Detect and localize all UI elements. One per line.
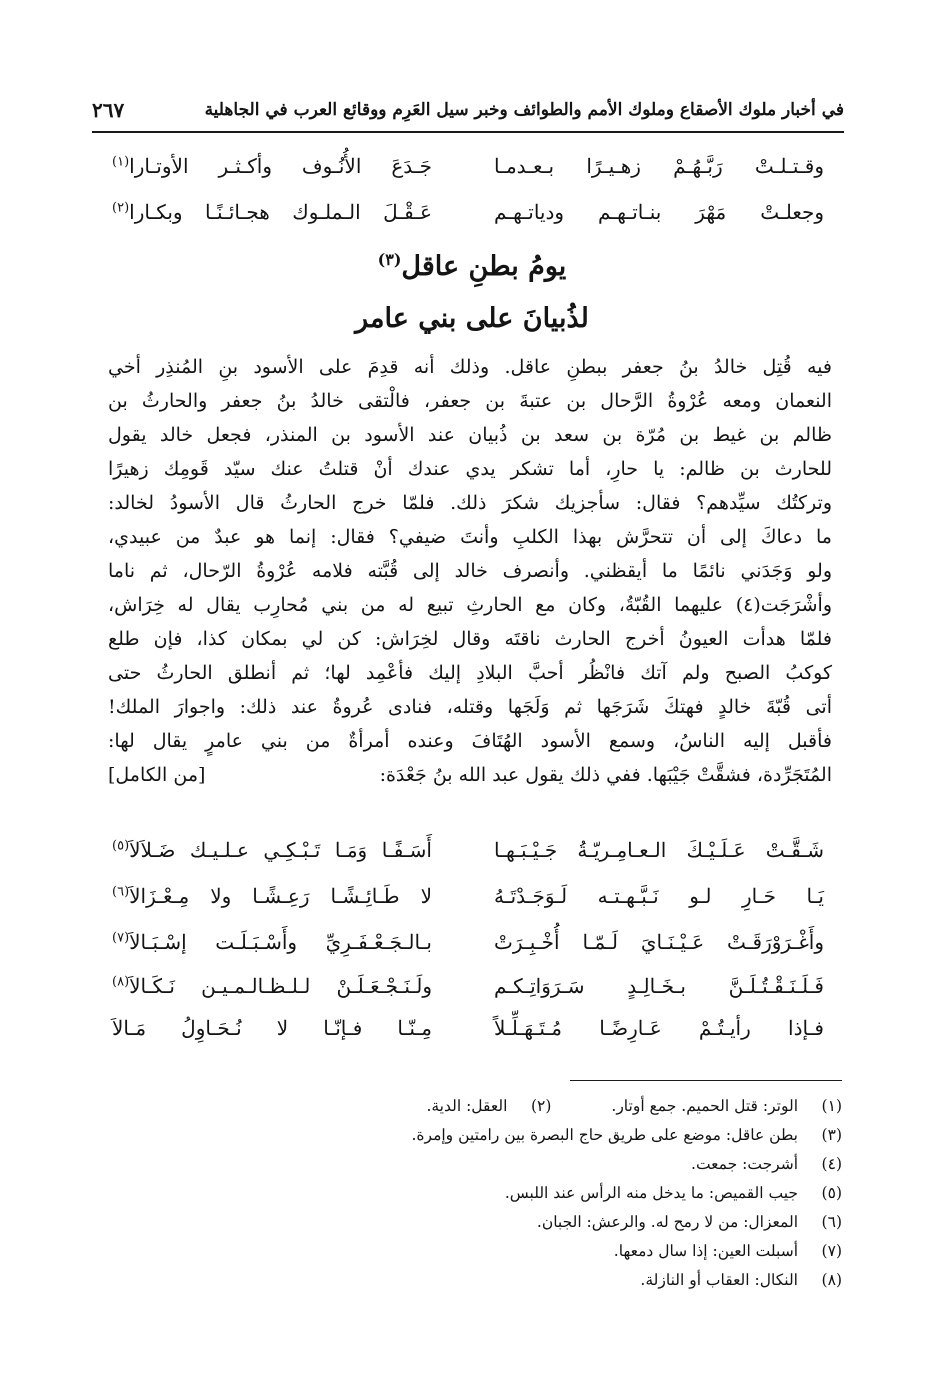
- verse-first-hemistich: وجعلـتْ مَهْرَ بنـاتـهـم ودياتـهـم: [494, 200, 824, 224]
- verse-second-hemistich: [112, 966, 432, 1006]
- verse-second-hemistich: [112, 192, 432, 232]
- footnote-text: النكال: العقاب أو النازلة.: [640, 1271, 798, 1289]
- prose-line: وأشْرَجَت(٤) عليهما القُبّةُ، وكان مع الحارثِ تبيع له من بني مُحارِب يقال له خِرَاش،: [108, 594, 833, 616]
- footnote-marker: (٥): [112, 838, 130, 854]
- verse-second-hemistich: [112, 830, 432, 870]
- footnote-row: [614, 1237, 842, 1266]
- verse-line: [112, 830, 824, 870]
- footnote-marker: (٢): [112, 200, 130, 216]
- footnote-marker: (٣): [377, 250, 402, 269]
- verse-second-hemistich: [112, 876, 432, 916]
- prose-line: ما دعاكَ إلى أن تتحرَّش بهذا الكلبِ وأنتَ ضيفي؟ فقال: إنما هو عبدٌ من عبيدي،: [108, 526, 832, 548]
- footnote-row: [640, 1266, 842, 1295]
- verse-second-text: بـالـجَـعْـفَـرِيِّ وأَسْـبَـلَـت إسْـبَـالاَ: [129, 930, 432, 954]
- footnote-row: [411, 1121, 842, 1150]
- verse-second-hemistich: [112, 1008, 432, 1048]
- footnote-text: جيب القميص: ما يدخل منه الرأس عند اللبس.: [504, 1184, 798, 1202]
- verse-line: [112, 876, 824, 916]
- verse-second-text: جَـدَعَ الأُنُـوف وأكـثـر الأوتـارا: [129, 154, 432, 178]
- footnote-marker: (٨): [112, 974, 130, 990]
- section-title-text: يومُ بطنِ عاقل: [401, 251, 567, 282]
- running-header: [92, 92, 844, 128]
- verse-line: [112, 192, 824, 232]
- footnote-marker: (٦): [112, 884, 130, 900]
- footnote-row: [505, 1179, 842, 1208]
- prose-line: المُتَجَرِّدة، فشقَّتْ جَيْبَها. ففي ذلك يقول عبد الله بنُ جَعْدَة:: [379, 764, 832, 786]
- running-title: في أخبار ملوك الأصقاع وملوك الأمم والطوائف وخبر سيل العَرِم ووقائع العرب في الجاهلية: [204, 100, 844, 120]
- footnote-text: الوتر: قتل الحميم. جمع أوتار.: [611, 1097, 798, 1115]
- footnote-number: (٣): [821, 1126, 842, 1144]
- prose-line: النعمان ومعه عُرْوةُ الرَّحال بن عتبةَ بن جعفر، فالْتقى خالدُ بنُ جعفر والحارثُ بن: [108, 390, 832, 412]
- footnote-number: (٤): [821, 1155, 842, 1173]
- verse-second-hemistich: [112, 146, 432, 186]
- verse-first-hemistich: فَـلَـنَـقْـتُـلَـنَّ بـخَـالِـدٍ سَـرَوَاتِـكـم: [494, 974, 824, 998]
- prose-line: فيه قُتِل خالدُ بنُ جعفر ببطنِ عاقل. وذلك أنه قدِمَ على الأسود بنِ المُنذِر أخي: [108, 356, 832, 378]
- verse-second-text: أَسَـفًـا وَمَـا تَـبْـكِـي عـلـيـك ضَـلاَلاَ: [129, 838, 432, 862]
- footnote-rule: [570, 1080, 842, 1081]
- verse-second-text: عَـقْـلَ الـملـوك هجـائـنًـا وبكـارا: [129, 200, 432, 224]
- header-rule: [92, 131, 844, 133]
- verse-first-hemistich: شَـقَّـتْ عَـلَـيْـكَ الـعـامِـريّـةُ جَـيْـبَـهـا: [494, 838, 824, 862]
- footnote-marker: (٧): [112, 930, 130, 946]
- prose-line: ولو وَجَدَني نائمًا ما أيقظني. وأنصرف خالد إلى قُبَّته فلامه عُرْوةُ الرّحال، ثم ناما: [108, 560, 832, 582]
- footnote-marker: (١): [112, 154, 130, 170]
- page-number: ٢٦٧: [92, 98, 125, 122]
- footnote-text: المعزال: من لا رمح له. والرعش: الجبان.: [536, 1213, 798, 1231]
- prose-line: كوكبُ الصبح ولم آتك فانْظُر أحبَّ البلادِ إليك فأعْمِد لها؛ ثم أنطلق الحارثُ حتى: [108, 662, 832, 684]
- verse-second-text: لا طَـائِـشًـا رَعِـشًـا ولا مِـعْـزَالاَ: [129, 884, 432, 908]
- verse-first-hemistich: يَـا حَـارِ لـو نَـبَّـهـتـه لَـوَجَـدْتَـهُ: [494, 884, 824, 908]
- footnote-number: (٨): [821, 1271, 842, 1289]
- verse-line: [112, 1008, 824, 1048]
- prose-line: للحارث بن ظالم: يا حارِ، أما تشكر يدي عندك أنْ قتلتُ عنك سيّد قَومِك زهيرًا: [108, 458, 832, 480]
- prose-line: فلمّا هدأت العيونُ أخرج الحارث ناقتَه وقال لخِرَاش: كن لي بمكان كذا، فإن طلع: [108, 628, 832, 650]
- prose-line: فأقبل إليه الناسُ، وسمع الأسود الهُتَافَ وعنده أمرأةٌ من بني عامرٍ يقال لها:: [108, 730, 832, 752]
- verse-line: [112, 146, 824, 186]
- verse-first-hemistich: فـإذا رأيـتُـمْ عَـارِضًـا مُـتَـهَـلِّـلاً: [494, 1016, 824, 1040]
- verse-second-text: مِـنّـا فـإنّـا لا نُـحَـاوِلُ مَـالاَ: [112, 1016, 432, 1040]
- verse-second-hemistich: [112, 922, 432, 962]
- footnote-number: (٧): [821, 1242, 842, 1260]
- prose-line: أتى قُبّةَ خالدٍ فهتكَ شَرَجَها ثم وَلَجَها وقتله، فنادى عُروةُ عند ذلك: واجوارَ الملك!: [108, 696, 832, 718]
- footnote-text: أسبلت العين: إذا سال دمعها.: [613, 1242, 798, 1260]
- meter-note: [من الكامل]: [108, 764, 206, 786]
- prose-line: ظالم بن غيط بن مُرّة بن سعد بن ذُبيان عند الأسود بن المنذر، فجعل خالد يقول: [108, 424, 832, 446]
- verse-first-hemistich: وقـتـلـتْ رَبَّـهُـمْ زهـيـرًا بـعـدمـا: [494, 154, 824, 178]
- verse-line: [112, 922, 824, 962]
- verse-second-text: ولَـنَـجْـعَـلَـنْ لـلـظـالـمـيـن نَـكَـالاَ: [129, 974, 432, 998]
- footnote-number: (٢): [530, 1097, 552, 1115]
- footnote-number: (١): [821, 1097, 842, 1115]
- verse-line: [112, 966, 824, 1006]
- footnote-text: أشرجت: جمعت.: [691, 1155, 798, 1173]
- footnote-text: بطن عاقل: موضع على طريق حاج البصرة بين رامتين وإمرة.: [411, 1126, 798, 1144]
- footnote-number: (٥): [821, 1184, 842, 1202]
- footnote-text: العقل: الدية.: [426, 1097, 508, 1115]
- footnote-row: [537, 1208, 842, 1237]
- section-title: [100, 244, 844, 290]
- verse-first-hemistich: وأَغْـرَوْرَقَـتْ عَـيْـنَـايَ لَـمّـا أُخْـبِـرَتْ: [494, 930, 824, 954]
- section-subtitle: لذُبيانَ على بني عامر: [355, 303, 589, 334]
- footnote-number: (٦): [821, 1213, 842, 1231]
- footnote-row: [426, 1092, 842, 1121]
- prose-line: وتركتُك سيِّدهم؟ فقال: سأجزيك شكرَ ذلك. فلمّا خرج الحارثُ قال الأسودُ لخالد:: [108, 492, 832, 514]
- footnote-row: [691, 1150, 842, 1179]
